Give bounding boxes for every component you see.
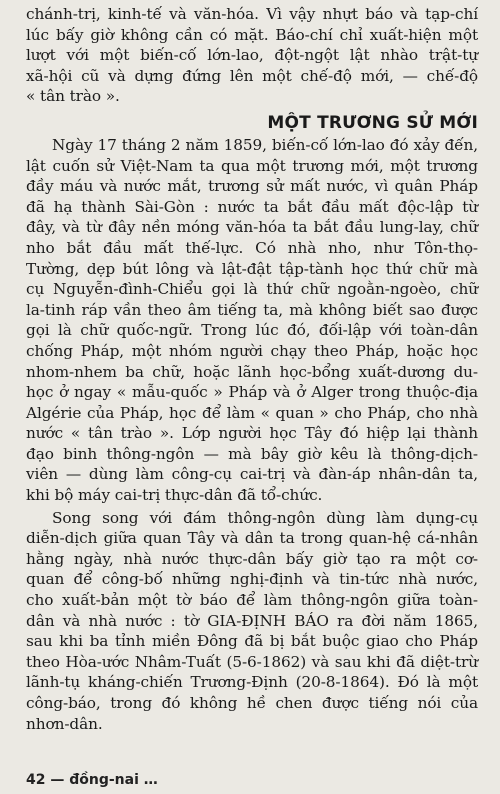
text-line: cho xuất-bản một tờ báo để làm thông-ngôn giữa toàn- — [26, 591, 478, 610]
text-line: « tân trào ». — [26, 87, 120, 106]
text-line: dân và nhà nước : tờ GIA-ĐỊNH BÁO ra đời năm 1865, — [26, 611, 478, 630]
text-line: lượt với một biến-cố lớn-lao, đột-ngột lật nhào trật-tự — [26, 46, 478, 65]
text-line: công-báo, trong đó không hề chen được tiếng nói của — [26, 694, 478, 712]
text-line: Song song với đám thông-ngôn dùng làm dụng-cụ — [52, 508, 478, 527]
text-line: nước « tân trào ». Lớp người học Tây đó hiệp lại thành — [26, 424, 478, 443]
text-line: lật cuốn sử Việt-Nam ta qua một trương mới, một trương — [26, 156, 478, 175]
intro-paragraph — [26, 4, 478, 107]
page-footer: 42 — đồng-nai … — [26, 772, 158, 788]
text-line: diễn-dịch giữa quan Tây và dân ta trong quan-hệ cá-nhân — [26, 529, 478, 548]
text-line: Tường, dẹp bút lông và lật-đật tập-tành học thứ chữ mà — [26, 259, 478, 278]
text-line: chánh-trị, kinh-tế và văn-hóa. Vì vậy nhựt báo và tạp-chí — [26, 5, 478, 23]
text-line: đạo binh thông-ngôn — mà bây giờ kêu là thông-dịch- — [26, 444, 478, 463]
text-line: viên — dùng làm công-cụ cai-trị và đàn-áp nhân-dân ta, — [26, 465, 478, 484]
text-line: gọi là chữ quốc-ngữ. Trong lúc đó, đối-lập với toàn-dân — [26, 321, 478, 340]
text-line: xã-hội cũ và dựng đứng lên một chế-độ mới, — chế-độ — [26, 66, 478, 85]
body-paragraph-1 — [26, 135, 478, 506]
text-line: hằng ngày, nhà nước thực-dân bấy giờ tạo ra một cơ- — [26, 549, 478, 568]
text-line: Algérie của Pháp, học để làm « quan » cho Pháp, cho nhà — [26, 403, 478, 422]
text-line: la-tinh ráp vần theo âm tiếng ta, mà không biết sao được — [26, 300, 478, 319]
text-line: nhom-nhem ba chữ, hoặc lãnh học-bổng xuất-dương du- — [26, 362, 478, 381]
body-paragraph-2 — [26, 508, 478, 735]
text-line: quan để công-bố những nghị-định và tin-tức nhà nước, — [26, 570, 478, 589]
text-line: nhơn-dân. — [26, 714, 103, 733]
text-line: theo Hòa-ước Nhâm-Tuất (5-6-1862) và sau khi đã diệt-trừ — [26, 652, 478, 671]
text-line: lãnh-tụ kháng-chiến Trương-Định (20-8-1864). Đó là một — [26, 673, 478, 692]
text-line: khi bộ máy cai-trị thực-dân đã tổ-chức. — [26, 486, 323, 505]
text-line: lúc bấy giờ không cần có mặt. Báo-chí chỉ xuất-hiện một — [26, 25, 478, 44]
text-line: cụ Nguyễn-đình-Chiểu gọi là thứ chữ ngoằn-ngoèo, chữ — [26, 280, 478, 299]
text-line: học ở ngay « mẫu-quốc » Pháp và ở Alger trong thuộc-địa — [26, 383, 478, 402]
text-line: đã hạ thành Sài-Gòn : nước ta bắt đầu mất độc-lập từ — [26, 197, 478, 216]
text-line: đầy máu và nước mắt, trương sử mất nước, vì quân Pháp — [26, 177, 478, 196]
text-line: chống Pháp, một nhóm người chạy theo Pháp, hoặc học — [26, 341, 478, 360]
text-line: sau khi ba tỉnh miền Đông đã bị bắt buộc giao cho Pháp — [26, 632, 478, 651]
text-line: nho bắt đầu mất thế-lực. Có nhà nho, như Tôn-thọ- — [26, 238, 478, 257]
text-line: đây, và từ đây nền móng văn-hóa ta bắt đầu lung-lay, chữ — [26, 218, 478, 237]
text-line: Ngày 17 tháng 2 năm 1859, biến-cố lớn-lao đó xảy đến, — [52, 135, 478, 154]
section-heading: MỘT TRƯƠNG SỬ MỚI — [267, 112, 478, 133]
